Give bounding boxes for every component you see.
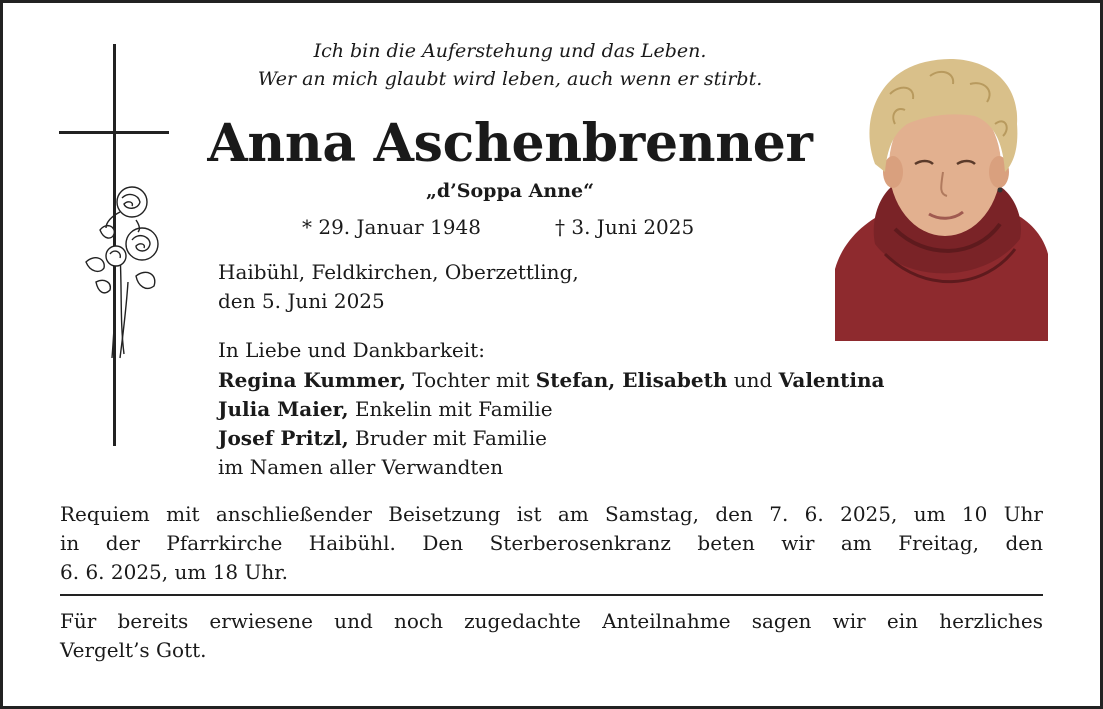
portrait-photo <box>835 54 1048 341</box>
deceased-name: Anna Aschenbrenner <box>207 113 813 174</box>
verse-line-2: Wer an mich glaubt wird leben, auch wenn er stirbt. <box>257 68 763 90</box>
requiem-line-2: in der Pfarrkirche Haibühl. Den Sterberosenkranz beten wir am Freitag, den <box>60 531 1043 555</box>
mourner-row-1 <box>218 366 885 395</box>
grandchildren-names: Stefan, Elisabeth <box>535 368 728 392</box>
grandchild-name: Valentina <box>778 368 885 392</box>
mourner-relation: Bruder mit Familie <box>348 426 547 450</box>
death-date: † 3. Juni 2025 <box>555 215 695 239</box>
cross-horizontal-beam <box>59 131 169 134</box>
thanks-line-1: Für bereits erwiesene und noch zugedachte Anteilnahme sagen wir ein herzliches <box>60 609 1043 633</box>
mourner-name: Regina Kummer, <box>218 368 406 392</box>
mourners-intro: In Liebe und Dankbarkeit: <box>218 338 485 362</box>
mourner-row-3 <box>218 424 547 453</box>
thanks-line-2: Vergelt’s Gott. <box>60 638 207 662</box>
verse-line-1: Ich bin die Auferstehung und das Leben. <box>313 40 707 62</box>
divider <box>60 594 1043 596</box>
deceased-nickname: „d’Soppa Anne“ <box>425 180 595 202</box>
mourner-row-2 <box>218 395 553 424</box>
requiem-line-3: 6. 6. 2025, um 18 Uhr. <box>60 560 288 584</box>
mourner-row-4: im Namen aller Verwandten <box>218 455 504 479</box>
mourner-relation: Tochter mit <box>405 368 536 392</box>
mourner-relation: Enkelin mit Familie <box>348 397 553 421</box>
mourner-name: Josef Pritzl, <box>218 426 349 450</box>
roses-icon <box>76 182 166 362</box>
place-line-2: den 5. Juni 2025 <box>218 289 385 313</box>
requiem-line-1: Requiem mit anschließender Beisetzung ist am Samstag, den 7. 6. 2025, um 10 Uhr <box>60 502 1043 526</box>
conjunction: und <box>727 368 779 392</box>
mourner-name: Julia Maier, <box>218 397 349 421</box>
birth-date: * 29. Januar 1948 <box>302 215 481 239</box>
place-line-1: Haibühl, Feldkirchen, Oberzettling, <box>218 260 579 284</box>
